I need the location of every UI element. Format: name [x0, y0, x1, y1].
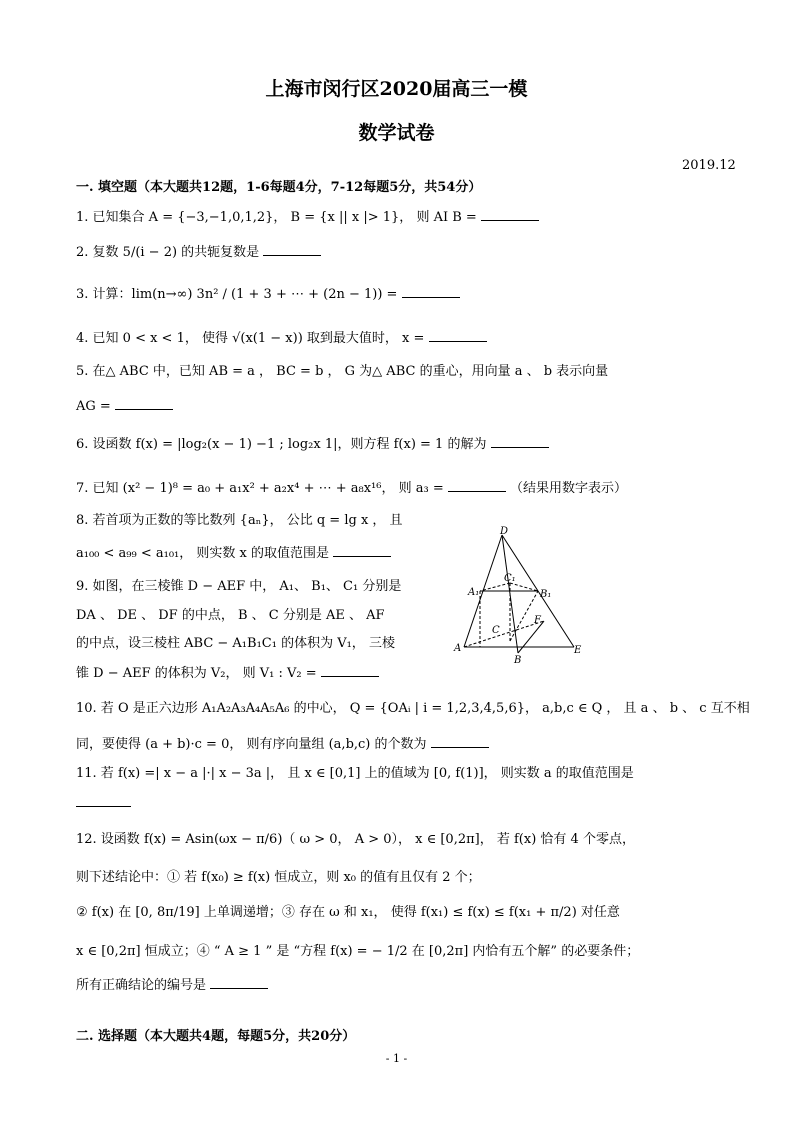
- exam-date: 2019.12: [682, 158, 736, 173]
- question-3: 3. 计算：lim(n→∞) 3n² / (1 + 3 + ⋯ + (2n − 1)) =: [76, 287, 460, 301]
- section2-heading: 二. 选择题（本大题共4题，每题5分，共20分）: [76, 1029, 356, 1044]
- label-b1: B₁: [540, 589, 552, 600]
- answer-blank[interactable]: [321, 666, 379, 677]
- answer-blank[interactable]: [491, 437, 549, 448]
- question-10-cont: 同，要使得 (a + b)·c = 0， 则有序向量组 (a,b,c) 的个数为: [76, 737, 489, 751]
- label-b: B: [514, 655, 522, 665]
- label-f: F: [534, 615, 541, 626]
- tetrahedron-figure: [450, 525, 590, 665]
- label-a: A: [454, 643, 462, 654]
- question-11: 11. 若 f(x) =| x − a |·| x − 3a |， 且 x ∈ [0,1] 上的值域为 [0, f(1)]， 则实数 a 的取值范围是: [76, 766, 634, 781]
- section1-heading: 一. 填空题（本大题共12题，1-6每题4分，7-12每题5分，共54分）: [76, 180, 482, 195]
- question-2: 2. 复数 5/(i − 2) 的共轭复数是: [76, 245, 321, 259]
- label-a1: A₁: [468, 587, 480, 598]
- question-12-line4: x ∈ [0,2π] 恒成立；④ “ A ≥ 1 ” 是 “方程 f(x) = − 1/2 在 [0,2π] 内恰有五个解” 的必要条件；: [76, 944, 640, 959]
- question-6: 6. 设函数 f(x) = |log₂(x − 1) −1 ; log₂x 1|，则方程 f(x) = 1 的解为: [76, 437, 549, 451]
- question-9-line2: DA 、 DE 、 DF 的中点， B 、 C 分别是 AE 、 AF: [76, 608, 385, 623]
- answer-blank[interactable]: [210, 978, 268, 989]
- question-1: 1. 已知集合 A = {−3,−1,0,1,2}， B = {x || x |> 1}， 则 AI B =: [76, 210, 539, 224]
- question-7: 7. 已知 (x² − 1)⁸ = a₀ + a₁x² + a₂x⁴ + ⋯ + a₈x¹⁶， 则 a₃ = （结果用数字表示）: [76, 481, 628, 496]
- answer-blank[interactable]: [115, 399, 173, 410]
- label-e: E: [574, 645, 582, 656]
- question-11-cont: [76, 796, 131, 810]
- question-9-line3: 的中点，设三棱柱 ABC − A₁B₁C₁ 的体积为 V₁， 三棱: [76, 636, 395, 651]
- answer-blank[interactable]: [481, 210, 539, 221]
- label-c: C: [492, 625, 500, 636]
- answer-blank[interactable]: [429, 331, 487, 342]
- answer-blank[interactable]: [76, 796, 131, 807]
- question-9-line4: 锥 D − AEF 的体积为 V₂， 则 V₁ : V₂ =: [76, 666, 379, 680]
- answer-blank[interactable]: [402, 287, 460, 298]
- label-c1: C₁: [504, 573, 516, 584]
- question-5-cont: AG =: [76, 399, 173, 413]
- page-subtitle: 数学试卷: [358, 122, 435, 144]
- question-8-cont: a₁₀₀ < a₉₉ < a₁₀₁， 则实数 x 的取值范围是: [76, 546, 391, 560]
- question-10: 10. 若 O 是正六边形 A₁A₂A₃A₄A₅A₆ 的中心， Q = {OAᵢ | i = 1,2,3,4,5,6}， a,b,c ∈ Q ， 且 a 、 b 、 c 互不相: [76, 701, 750, 716]
- answer-blank[interactable]: [448, 481, 506, 492]
- question-12: 12. 设函数 f(x) = Asin(ωx − π/6)（ ω > 0， A > 0）， x ∈ [0,2π]， 若 f(x) 恰有 4 个零点，: [76, 832, 635, 847]
- page-number: - 1 -: [385, 1052, 408, 1065]
- answer-blank[interactable]: [431, 737, 489, 748]
- question-12-line5: 所有正确结论的编号是: [76, 978, 268, 992]
- question-8: 8. 若首项为正数的等比数列 {aₙ}， 公比 q = lg x ， 且: [76, 513, 403, 528]
- question-5: 5. 在△ ABC 中，已知 AB = a ， BC = b ， G 为△ ABC 的重心，用向量 a 、 b 表示向量: [76, 364, 609, 379]
- question-9-line1: 9. 如图，在三棱锥 D − AEF 中， A₁、 B₁、 C₁ 分别是: [76, 579, 402, 594]
- answer-blank[interactable]: [263, 245, 321, 256]
- answer-blank[interactable]: [333, 546, 391, 557]
- question-12-line3: ② f(x) 在 [0, 8π/19] 上单调递增；③ 存在 ω 和 x₁， 使得 f(x₁) ≤ f(x) ≤ f(x₁ + π/2) 对任意: [76, 905, 620, 920]
- page-title: 上海市闵行区2020届高三一模: [265, 78, 528, 100]
- question-4: 4. 已知 0 < x < 1， 使得 √(x(1 − x)) 取到最大值时， x =: [76, 331, 487, 345]
- question-12-line2: 则下述结论中：① 若 f(x₀) ≥ f(x) 恒成立，则 x₀ 的值有且仅有 2 个；: [76, 870, 481, 885]
- label-d: D: [500, 526, 509, 537]
